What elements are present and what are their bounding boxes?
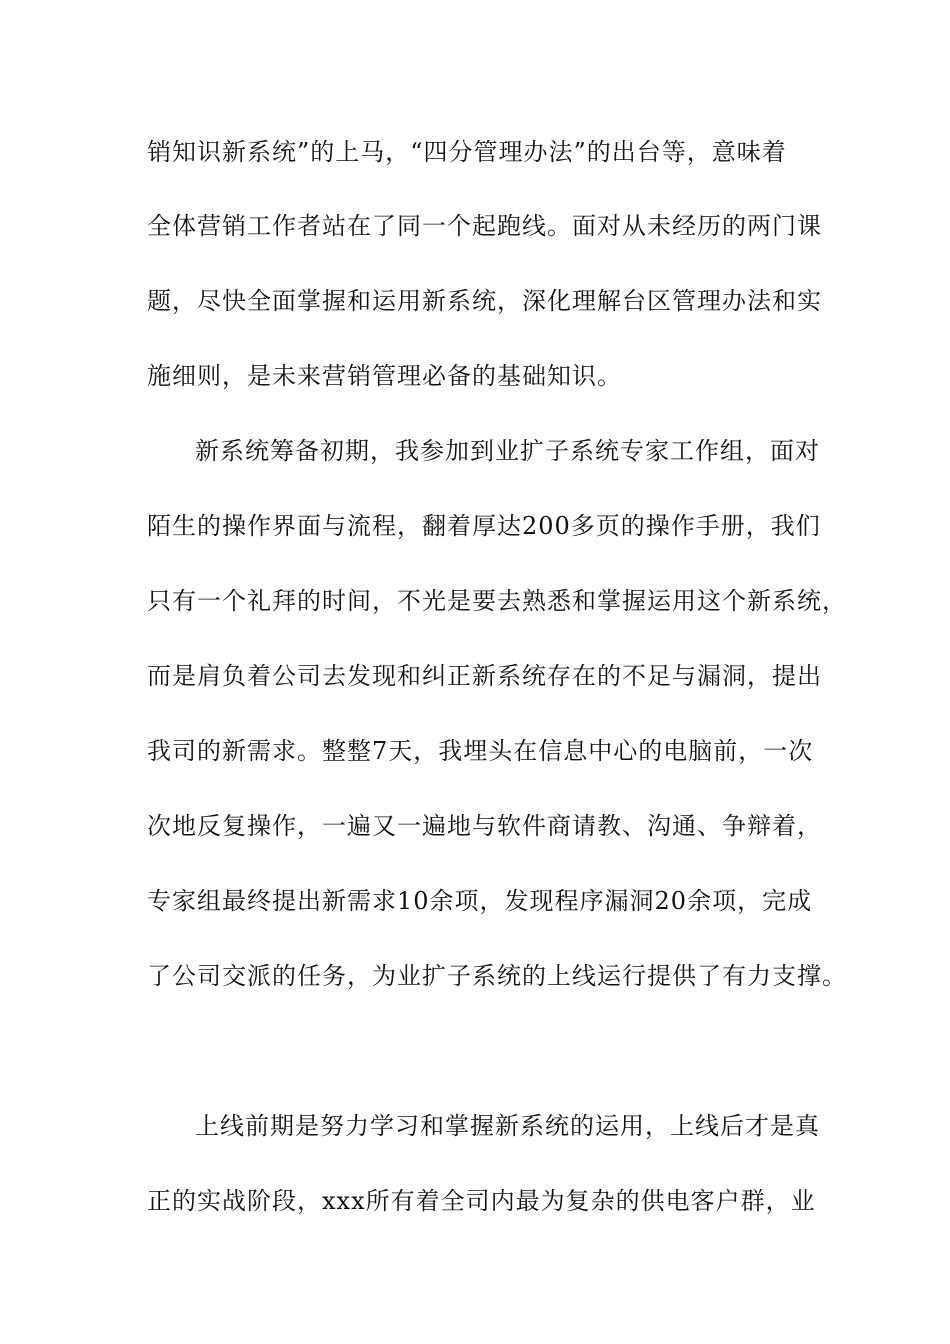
text-line: 题，尽快全面掌握和运用新系统，深化理解台区管理办法和实: [147, 287, 822, 315]
paragraph-first-line: 上线前期是努力学习和掌握新系统的运用，上线后才是真: [195, 1112, 820, 1140]
text-line: 全体营销工作者站在了同一个起跑线。面对从未经历的两门课: [147, 212, 822, 240]
text-line: 了公司交派的任务，为业扩子系统的上线运行提供了有力支撑。: [147, 962, 847, 990]
paragraph-first-line: 新系统筹备初期，我参加到业扩子系统专家工作组，面对: [195, 437, 820, 465]
text-line: 而是肩负着公司去发现和纠正新系统存在的不足与漏洞，提出: [147, 662, 822, 690]
text-line: 我司的新需求。整整7天，我埋头在信息中心的电脑前，一次: [147, 737, 814, 765]
text-line: 陌生的操作界面与流程，翻着厚达200多页的操作手册，我们: [147, 512, 821, 540]
text-line: 正的实战阶段，xxx所有着全司内最为复杂的供电客户群，业: [147, 1187, 816, 1215]
text-line: 销知识新系统”的上马，“四分管理办法”的出台等，意味着: [147, 138, 787, 166]
text-line: 施细则，是未来营销管理必备的基础知识。: [147, 362, 622, 390]
text-line: 次地反复操作，一遍又一遍地与软件商请教、沟通、争辩着，: [147, 812, 822, 840]
text-line: 只有一个礼拜的时间，不光是要去熟悉和掌握运用这个新系统，: [147, 587, 847, 615]
text-line: 专家组最终提出新需求10余项，发现程序漏洞20余项，完成: [147, 887, 813, 915]
